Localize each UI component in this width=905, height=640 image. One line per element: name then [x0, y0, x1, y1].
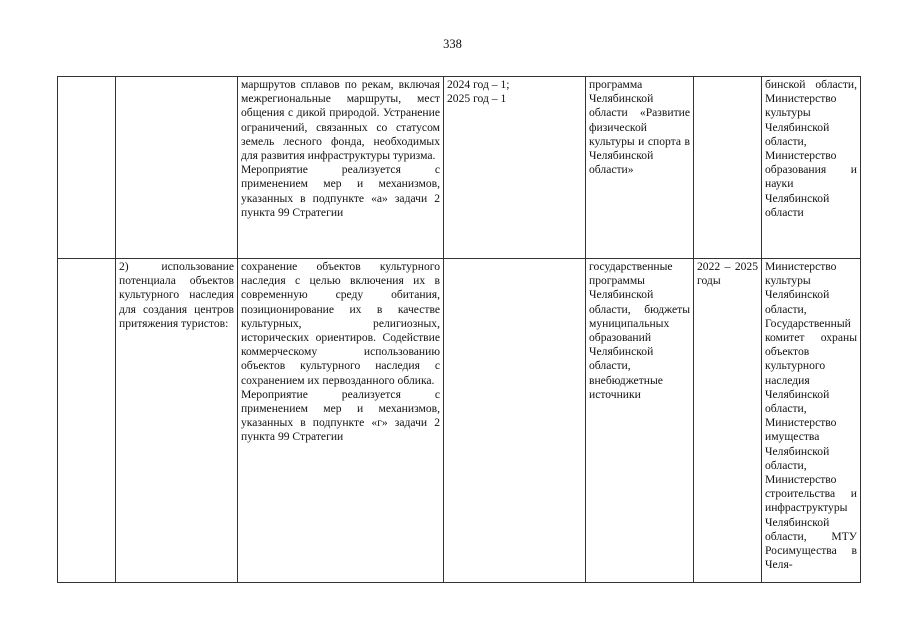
- description-text: сохранение объектов культурного наследия с целью включения их в современную среду обитания, позиционирование их в качестве культурных, религиозных, исторических ориентиров. Содействие коммерческому использованию объектов культурного наследия с сохранением их первозданного облика.: [241, 260, 440, 387]
- cell-measure-title: [116, 77, 238, 259]
- description-text: маршрутов сплавов по рекам, включая межрегиональные маршруты, мест общения с дикой природой. Устранение ограничений, связанных со статусом земель лесного фонда, необходимых для развития инфраструктуры туризма.: [241, 78, 440, 163]
- indicator-2024: 2024 год – 1;: [447, 78, 510, 91]
- cell-period: 2022 – 2025 годы: [694, 259, 762, 583]
- cell-number: [58, 259, 116, 583]
- cell-funding: программа Челябинской области «Развитие физической культуры и спорта в Челябинской области»: [586, 77, 694, 259]
- cell-measure-title: 2) использование потенциала объектов культурного наследия для создания центров притяжения туристов:: [116, 259, 238, 583]
- indicator-2025: 2025 год – 1: [447, 92, 507, 106]
- cell-description: [238, 77, 444, 259]
- page-number: 338: [443, 37, 462, 51]
- cell-period: [694, 77, 762, 259]
- description-note: Мероприятие реализуется с применением мер и механизмов, указанных в подпункте «а» задачи 2 пункта 99 Стратегии: [241, 163, 440, 219]
- table-row: [58, 259, 861, 583]
- cell-indicator: [444, 259, 586, 583]
- cell-executors: Министерство культуры Челябинской области, Государственный комитет охраны объектов культурного наследия Челябинской области, Министерство имущества Челябинской области, Министерство строительства и инфраструктуры Челябинской области, МТУ Росимущества в Челя-: [762, 259, 861, 583]
- cell-indicator: [444, 77, 586, 259]
- cell-funding: государственные программы Челябинской области, бюджеты муниципальных образований Челябинской области, внебюджетные источники: [586, 259, 694, 583]
- cell-executors: бинской области, Министерство культуры Челябинской области, Министерство образования и науки Челябинской области: [762, 77, 861, 259]
- description-note: Мероприятие реализуется с применением мер и механизмов, указанных в подпункте «г» задачи 2 пункта 99 Стратегии: [241, 387, 440, 444]
- table-row: [58, 77, 861, 259]
- cell-description: [238, 259, 444, 583]
- cell-number: [58, 77, 116, 259]
- measures-table: [57, 76, 861, 583]
